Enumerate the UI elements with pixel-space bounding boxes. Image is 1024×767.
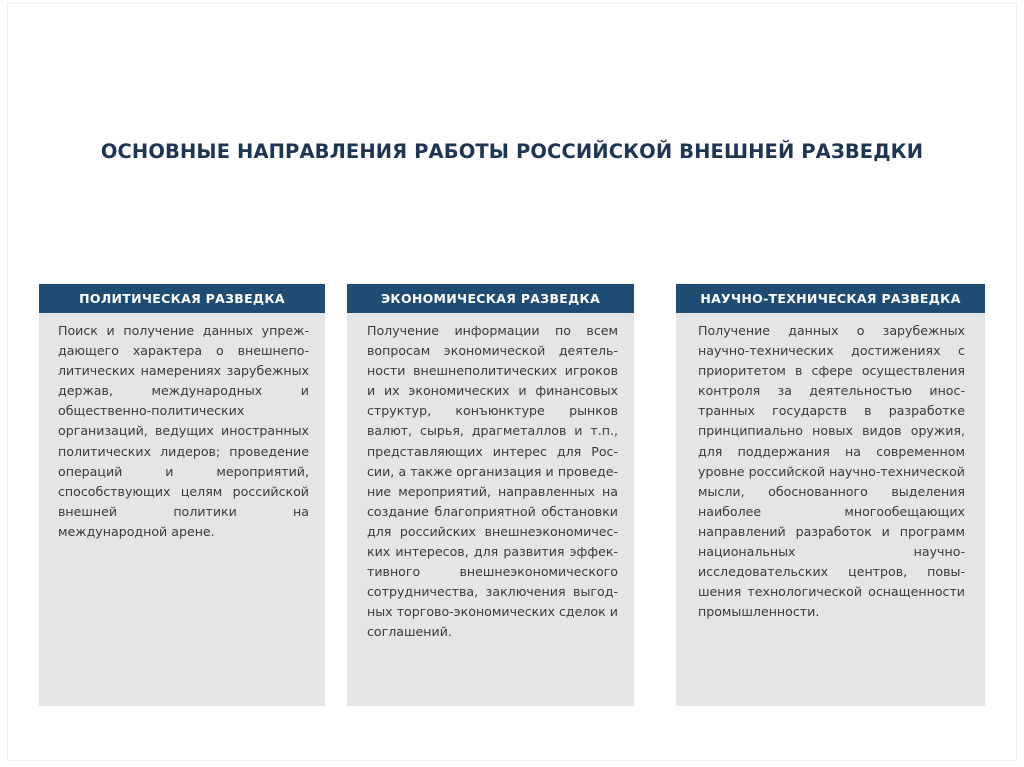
column-political-intelligence [39,284,325,706]
column-text: Получение информации по всем вопросам экономической деятельности внешнеполитических игроков и их экономических и финансовых структур, конъюнктуре рынков валют, сырья, драгметаллов и т.п., представляющих интерес для России, а также организация и проведение мероприятий, направленных на создание благоприятной обстановки для российских внешнеэкономических интересов, для развития эффективного внешнеэкономического сотрудничества, заключения выгодных торгово-экономических сделок и соглашений. [367,323,618,640]
column-economic-intelligence [347,284,634,706]
column-scientific-technical-intelligence [676,284,985,706]
column-text: Получение данных о зарубежных научно-технических достижениях с приоритетом в сфере осуществления контроля за деятельностью иностранных государств в разработке принципиально новых видов оружия, для поддержания на современном уровне российской научно-технической мысли, обоснованного выделения наиболее многообещающих направлений разработок и программ национальных научно-исследовательских центров, повышения технологической оснащенности промышленности. [698,323,965,620]
slide-title: ОСНОВНЫЕ НАПРАВЛЕНИЯ РАБОТЫ РОССИЙСКОЙ ВНЕШНЕЙ РАЗВЕДКИ [100,140,924,163]
column-text: Поиск и получение данных упреждающего характера о внешнеполитических намерениях зарубежных держав, международных и общественно-политических организаций, ведущих иностранных политических лидеров; проведение операций и мероприятий, способствующих целям российской внешней политики на международной арене. [58,323,309,539]
column-heading: НАУЧНО-ТЕХНИЧЕСКАЯ РАЗВЕДКА [676,284,985,313]
column-heading: ЭКОНОМИЧЕСКАЯ РАЗВЕДКА [347,284,634,313]
column-heading: ПОЛИТИЧЕСКАЯ РАЗВЕДКА [39,284,325,313]
